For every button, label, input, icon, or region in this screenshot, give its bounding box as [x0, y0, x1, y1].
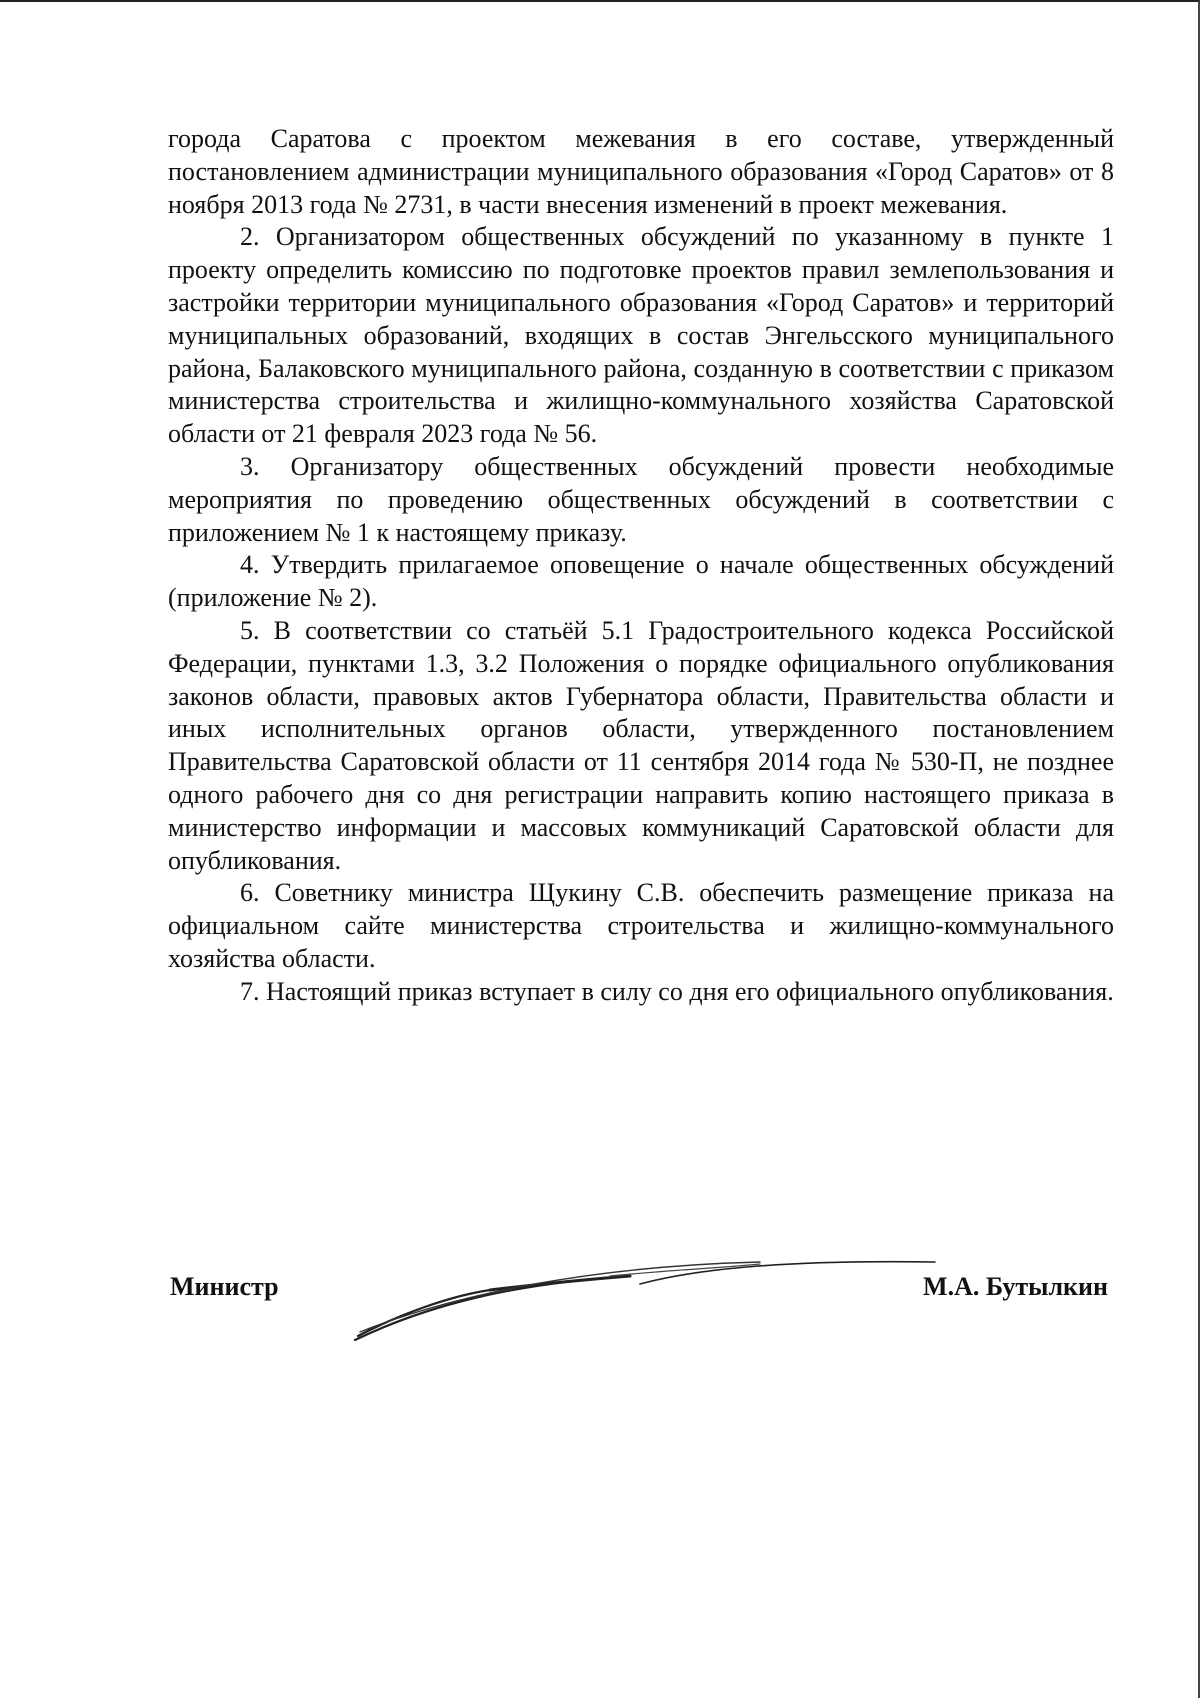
paragraph-item-4: 4. Утвердить прилагаемое оповещение о начале общественных обсуждений (приложение № 2). [168, 550, 1114, 613]
paragraph-continuation: города Саратова с проектом межевания в его составе, утвержденный постановлением администрации муниципального образования «Город Саратов» от 8 ноября 2013 года № 2731, в части внесения изменений в проект межевания. [168, 124, 1114, 219]
signer-name: М.А. Бутылкин [923, 1272, 1108, 1301]
signature-block [0, 1242, 1200, 1362]
paragraph-item-7: 7. Настоящий приказ вступает в силу со дня его официального опубликования. [240, 976, 1114, 1006]
paragraph-item-3: 3. Организатору общественных обсуждений провести необходимые мероприятия по проведению общественных обсуждений в соответствии с приложением № 1 к настоящему приказу. [168, 451, 1114, 547]
paragraph-item-6: 6. Советнику министра Щукину С.В. обеспечить размещение приказа на официальном сайте министерства строительства и жилищно-коммунального хозяйства области. [168, 878, 1114, 973]
paragraph-item-2: 2. Организатором общественных обсуждений по указанному в пункте 1 проекту определить комиссию по подготовке проектов правил землепользования и застройки территории муниципального образования «Город Саратов» и территорий муниципальных образований, входящих в состав Энгельсского муниципального района, Балаковского муниципального района, созданную в соответствии с приказом министерства строительства и жилищно-коммунального хозяйства Саратовской области от 21 февраля 2023 года № 56. [168, 222, 1114, 449]
handwritten-signature [340, 1242, 940, 1352]
document-body [168, 123, 1114, 1009]
paragraph-item-5: 5. В соответствии со статьёй 5.1 Градостроительного кодекса Российской Федерации, пунктами 1.3, 3.2 Положения о порядке официального опубликования законов области, правовых актов Губернатора области, Правительства области и иных исполнительных органов области, утвержденного постановлением Правительства Саратовской области от 11 сентября 2014 года № 530-П, не позднее одного рабочего дня со дня регистрации направить копию настоящего приказа в министерство информации и массовых коммуникаций Саратовской области для опубликования. [168, 615, 1114, 875]
signer-position: Министр [170, 1272, 279, 1301]
